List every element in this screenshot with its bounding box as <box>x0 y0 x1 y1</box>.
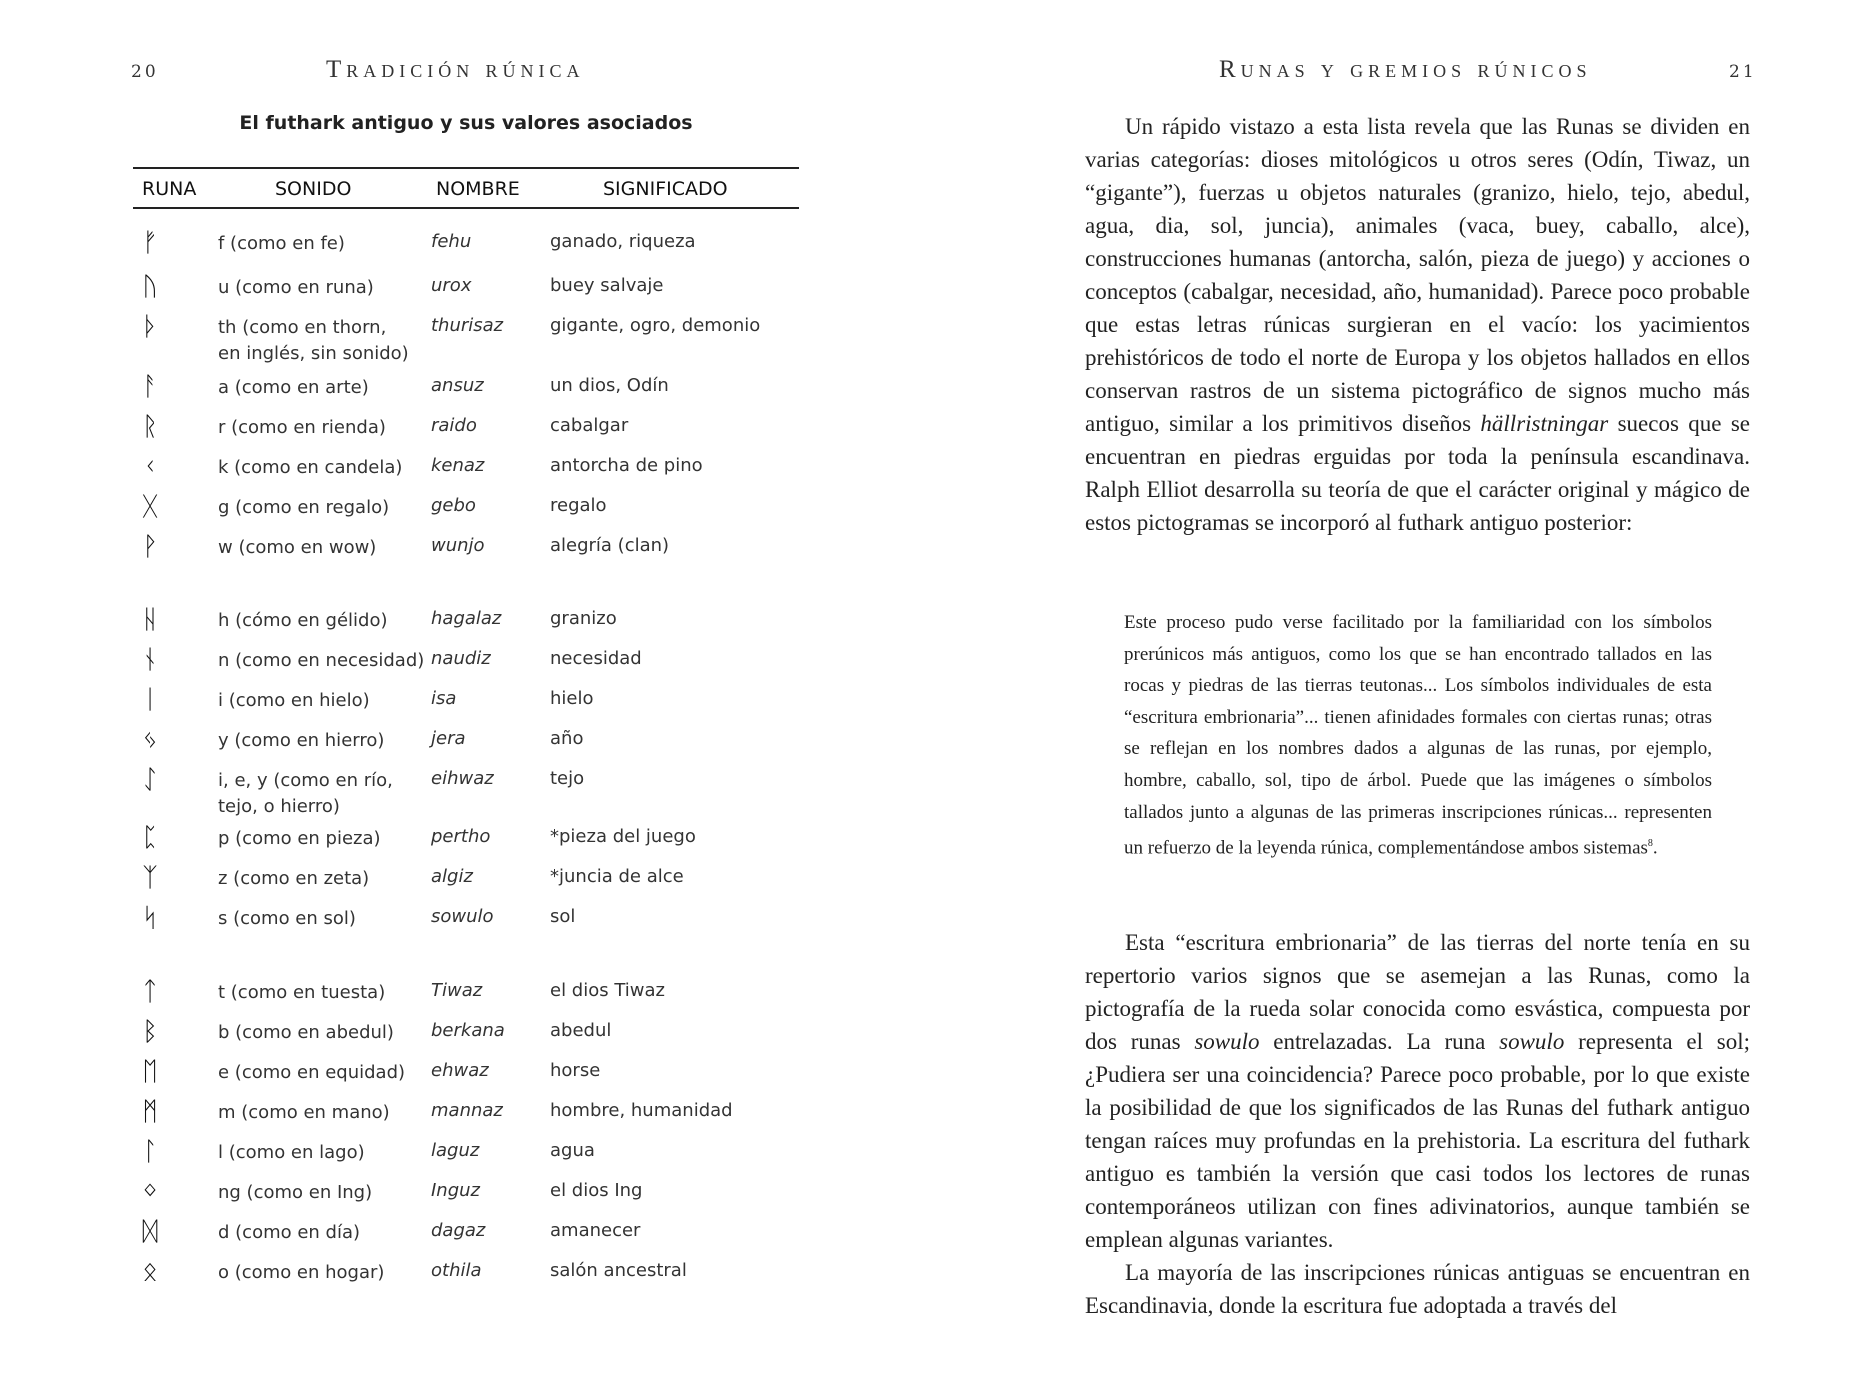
sonido-cell <box>218 980 385 1006</box>
sonido-cell <box>218 648 424 674</box>
table-header-rule <box>133 207 799 209</box>
running-head-right: Runas y gremios rúnicos <box>1219 56 1592 83</box>
significado-cell: *juncia de alce <box>550 866 684 887</box>
header-sonido: SONIDO <box>275 178 352 200</box>
nombre-cell: wunjo <box>431 535 485 556</box>
sonido-line: f (como en fe) <box>218 233 345 254</box>
table-caption: El futhark antiguo y sus valores asociados <box>239 112 693 134</box>
significado-cell: alegría (clan) <box>550 535 670 556</box>
rune-glyph: ᛚ <box>142 1137 158 1167</box>
significado-cell: gigante, ogro, demonio <box>550 315 761 336</box>
sonido-line: b (como en abedul) <box>218 1022 394 1043</box>
nombre-cell: laguz <box>431 1140 480 1161</box>
sonido-cell <box>218 1060 405 1086</box>
significado-cell: cabalgar <box>550 415 629 436</box>
rune-glyph: ᚷ <box>142 492 158 522</box>
rune-glyph: ᛖ <box>142 1057 158 1087</box>
table-row <box>0 765 933 817</box>
sonido-cell <box>218 826 381 852</box>
rune-glyph: ᛏ <box>142 977 158 1007</box>
running-head-left: Tradición rúnica <box>326 56 585 83</box>
paragraph-1-italic: hällristningar <box>1480 411 1609 436</box>
sonido-line: g (como en regalo) <box>218 497 390 518</box>
significado-cell: antorcha de pino <box>550 455 703 476</box>
sonido-line: a (como en arte) <box>218 377 369 398</box>
quote-text: Este proceso pudo verse facilitado por la familiaridad con los símbolos prerúnicos más antiguos, como los que se han encontrado tallados en las rocas y piedras de las tierras teutonas... Los símbolos individuales de esta “escritura embrionaria”... tienen afinidades formales con ciertas runas; otras se reflejan en los nombres dados a algunas de las runas, por ejemplo, hombre, caballo, sol, tipo de árbol. Puede que las imágenes o símbolos tallados junto a algunas de las primeras inscripciones rúnicas... representen un refuerzo de la leyenda rúnica, complementándose ambos sistemas <box>1124 612 1712 859</box>
header-nombre: NOMBRE <box>436 178 520 200</box>
rune-glyph: ᚾ <box>142 645 158 675</box>
sonido-cell <box>218 1020 394 1046</box>
significado-cell: amanecer <box>550 1220 641 1241</box>
paragraph-1-text: Un rápido vistazo a esta lista revela que las Runas se dividen en varias categorías: dioses mitológicos u otros seres (Odín, Tiwaz, un “gigante”), fuerzas u objetos naturales (granizo, hielo, tejo, abedul, agua, dia, sol, juncia), animales (vaca, buey, caballo, alce), construcciones humanas (antorcha, salón, pieza de juego) y acciones o conceptos (cabalgar, necesidad, año, humanidad). Parece poco probable que estas letras rúnicas surgieran en el vacío: los yacimientos prehistóricos de todo el norte de Europa y los objetos hallados en ellos conservan rastros de un sistema pictográfico de signos mucho más antiguo, similar a los primitivos diseños <box>1085 114 1750 436</box>
sonido-cell <box>218 535 376 561</box>
rune-glyph: ᚢ <box>142 272 158 302</box>
header-significado: SIGNIFICADO <box>603 178 728 200</box>
paragraph-1 <box>1085 110 1750 539</box>
rune-glyph: ᚠ <box>142 228 158 258</box>
table-row <box>0 903 933 940</box>
nombre-cell: mannaz <box>431 1100 503 1121</box>
significado-cell: buey salvaje <box>550 275 664 296</box>
nombre-cell: ehwaz <box>431 1060 489 1081</box>
sonido-cell <box>218 315 409 367</box>
rune-glyph: ᛒ <box>142 1017 158 1047</box>
sonido-line: i, e, y (como en río, <box>218 770 393 791</box>
sonido-line: y (como en hierro) <box>218 730 385 751</box>
table-row <box>0 372 933 409</box>
nombre-cell: dagaz <box>431 1220 486 1241</box>
nombre-cell: hagalaz <box>431 608 502 629</box>
nombre-cell: Inguz <box>431 1180 480 1201</box>
nombre-cell: berkana <box>431 1020 505 1041</box>
table-row <box>0 452 933 489</box>
table-row <box>0 272 933 309</box>
significado-cell: el dios Tiwaz <box>550 980 665 1001</box>
sonido-line: u (como en runa) <box>218 277 374 298</box>
header-runa: RUNA <box>142 178 197 200</box>
table-row <box>0 1017 933 1054</box>
significado-cell: necesidad <box>550 648 642 669</box>
paragraph-2-text-b: entrelazadas. La runa <box>1259 1029 1500 1054</box>
significado-cell: hielo <box>550 688 594 709</box>
sonido-cell <box>218 1260 384 1286</box>
significado-cell: tejo <box>550 768 585 789</box>
significado-cell: un dios, Odín <box>550 375 669 396</box>
paragraph-2-text-a: Esta “escritura embrionaria” de las tierras del norte tenía en su repertorio varios signos que se asemejan a las Runas, como la pictografía de la rueda solar conocida como esvástica, compuesta por dos runas <box>1085 930 1750 1054</box>
sonido-cell <box>218 375 369 401</box>
nombre-cell: jera <box>431 728 466 749</box>
paragraph-3: La mayoría de las inscripciones rúnicas antiguas se encuentran en Escandinavia, donde la escritura fue adoptada a través del <box>1085 1260 1750 1318</box>
table-row <box>0 645 933 682</box>
sonido-cell <box>218 1180 372 1206</box>
rune-glyph: ᛗ <box>142 1097 158 1127</box>
sonido-cell <box>218 608 388 634</box>
paragraph-2-text-c: representa el sol; ¿Pudiera ser una coincidencia? Parece poco probable, por lo que existe la posibilidad de que los significados de las Runas del futhark antiguo tengan raíces muy profundas en la prehistoria. La escritura del futhark antiguo es también la versión que casi todos los lectores de runas contemporáneos utilizan con fines adivinatorios, aunque también se emplean algunas variantes. <box>1085 1029 1750 1252</box>
rune-glyph: ᚲ <box>142 452 158 482</box>
rune-glyph: ᛁ <box>142 685 158 715</box>
table-top-rule <box>133 167 799 169</box>
page-number-right: 21 <box>1729 62 1757 82</box>
nombre-cell: sowulo <box>431 906 494 927</box>
right-page <box>933 0 1866 1400</box>
sonido-line: m (como en mano) <box>218 1102 390 1123</box>
sonido-line: w (como en wow) <box>218 537 377 558</box>
footnote-ref: 8 <box>1647 838 1653 850</box>
significado-cell: horse <box>550 1060 601 1081</box>
rune-glyph: ᛇ <box>142 765 158 795</box>
table-row <box>0 685 933 722</box>
significado-cell: ganado, riqueza <box>550 231 696 252</box>
sonido-line-2: en inglés, sin sonido) <box>218 343 409 364</box>
rune-glyph: ᛞ <box>142 1217 158 1247</box>
nombre-cell: raido <box>431 415 477 436</box>
rune-glyph: ᛜ <box>142 1177 158 1207</box>
rune-glyph: ᛉ <box>142 863 158 893</box>
sonido-line: k (como en candela) <box>218 457 403 478</box>
block-quote <box>1124 607 1712 864</box>
table-row <box>0 228 933 265</box>
rune-glyph: ᛈ <box>142 823 158 853</box>
sonido-cell <box>218 906 356 932</box>
sonido-line: ng (como en Ing) <box>218 1182 373 1203</box>
significado-cell: año <box>550 728 584 749</box>
significado-cell: salón ancestral <box>550 1260 687 1281</box>
sonido-cell <box>218 231 345 257</box>
rune-glyph: ᚦ <box>142 312 158 342</box>
sonido-line: e (como en equidad) <box>218 1062 406 1083</box>
table-row <box>0 1217 933 1254</box>
rune-glyph: ᚨ <box>142 372 158 402</box>
sonido-cell <box>218 768 393 820</box>
sonido-line: i (como en hielo) <box>218 690 370 711</box>
sonido-line-2: tejo, o hierro) <box>218 796 340 817</box>
table-row <box>0 605 933 642</box>
significado-cell: sol <box>550 906 576 927</box>
significado-cell: agua <box>550 1140 595 1161</box>
sonido-line: h (cómo en gélido) <box>218 610 388 631</box>
page-number-left: 20 <box>131 62 159 82</box>
sonido-line: t (como en tuesta) <box>218 982 386 1003</box>
significado-cell: regalo <box>550 495 607 516</box>
nombre-cell: urox <box>431 275 472 296</box>
table-row <box>0 977 933 1014</box>
paragraph-2-italic-1: sowulo <box>1194 1029 1260 1054</box>
nombre-cell: naudiz <box>431 648 491 669</box>
table-row <box>0 412 933 449</box>
sonido-cell <box>218 1220 360 1246</box>
sonido-cell <box>218 866 369 892</box>
sonido-line: n (como en necesidad) <box>218 650 425 671</box>
nombre-cell: gebo <box>431 495 476 516</box>
rune-glyph: ᚺ <box>142 605 158 635</box>
nombre-cell: othila <box>431 1260 482 1281</box>
nombre-cell: eihwaz <box>431 768 494 789</box>
table-row <box>0 1257 933 1294</box>
paragraph-2-italic-2: sowulo <box>1499 1029 1565 1054</box>
sonido-cell <box>218 688 370 714</box>
nombre-cell: isa <box>431 688 457 709</box>
table-row <box>0 492 933 529</box>
rune-glyph: ᛋ <box>142 903 158 933</box>
sonido-cell <box>218 1100 390 1126</box>
significado-cell: granizo <box>550 608 617 629</box>
quote-end: . <box>1652 837 1658 859</box>
table-row <box>0 1057 933 1094</box>
sonido-cell <box>218 1140 365 1166</box>
sonido-line: th (como en thorn, <box>218 317 387 338</box>
nombre-cell: algiz <box>431 866 473 887</box>
table-row <box>0 1137 933 1174</box>
rune-glyph: ᚹ <box>142 532 158 562</box>
sonido-cell <box>218 728 384 754</box>
nombre-cell: fehu <box>431 231 472 252</box>
nombre-cell: Tiwaz <box>431 980 483 1001</box>
rune-glyph: ᚱ <box>142 412 158 442</box>
rune-glyph: ᛃ <box>142 725 158 755</box>
table-row <box>0 1097 933 1134</box>
sonido-line: s (como en sol) <box>218 908 356 929</box>
table-row <box>0 823 933 860</box>
table-row <box>0 1177 933 1214</box>
significado-cell: abedul <box>550 1020 612 1041</box>
significado-cell: hombre, humanidad <box>550 1100 733 1121</box>
sonido-line: z (como en zeta) <box>218 868 370 889</box>
rune-glyph: ᛟ <box>142 1257 158 1287</box>
paragraph-1-tail: suecos que se encuentran en piedras erguidas por toda la península escandinava. Ralph Elliot desarrolla su teoría de que el carácter original y mágico de estos pictogramas se incorporó al futhark antiguo posterior: <box>1085 411 1751 535</box>
nombre-cell: pertho <box>431 826 491 847</box>
sonido-cell <box>218 415 386 441</box>
sonido-cell <box>218 275 374 301</box>
sonido-line: r (como en rienda) <box>218 417 386 438</box>
paragraph-2 <box>1085 926 1750 1322</box>
sonido-line: p (como en pieza) <box>218 828 381 849</box>
nombre-cell: ansuz <box>431 375 484 396</box>
nombre-cell: kenaz <box>431 455 485 476</box>
sonido-line: l (como en lago) <box>218 1142 365 1163</box>
sonido-cell <box>218 495 389 521</box>
sonido-line: o (como en hogar) <box>218 1262 385 1283</box>
table-row <box>0 725 933 762</box>
nombre-cell: thurisaz <box>431 315 504 336</box>
sonido-line: d (como en día) <box>218 1222 361 1243</box>
table-row <box>0 312 933 364</box>
sonido-cell <box>218 455 402 481</box>
table-row <box>0 863 933 900</box>
significado-cell: *pieza del juego <box>550 826 696 847</box>
table-row <box>0 532 933 569</box>
significado-cell: el dios Ing <box>550 1180 643 1201</box>
